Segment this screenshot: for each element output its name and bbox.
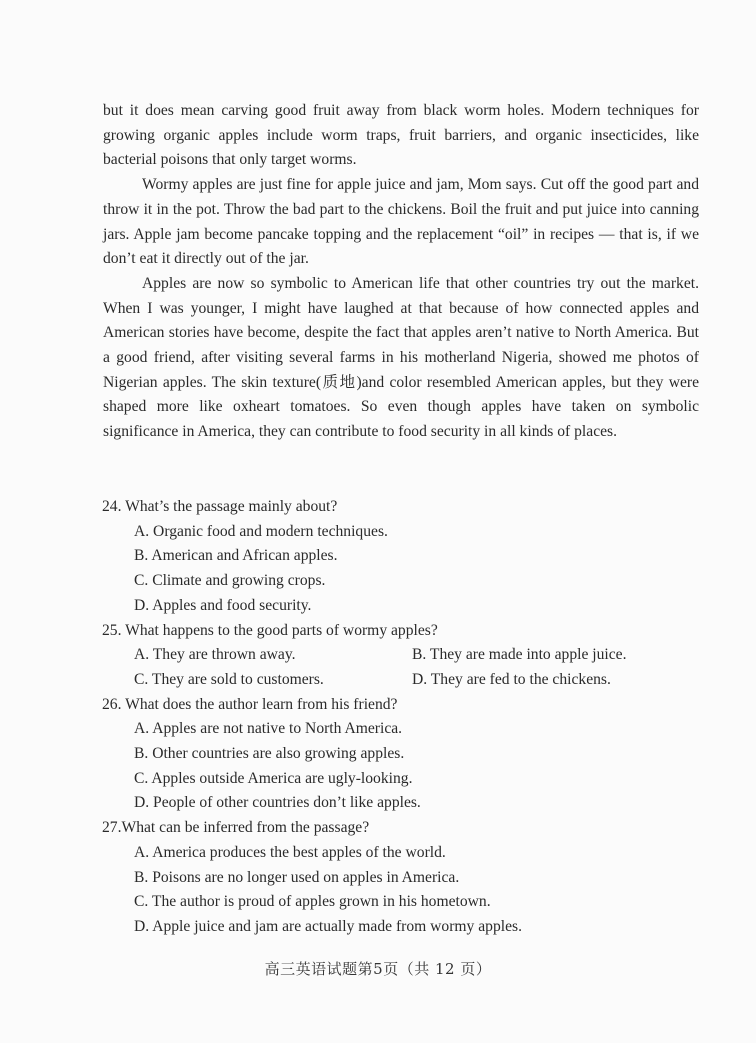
- option-c: C. Apples outside America are ugly-looking.: [134, 769, 413, 787]
- option-c: C. Climate and growing crops.: [134, 572, 326, 590]
- passage-paragraph: Wormy apples are just fine for apple juice and jam, Mom says. Cut off the good part and throw it in the pot. Throw the bad part to the chickens. Boil the fruit and put juice into canning jars. Apple jam become pancake topping and the replacement “oil” in recipes — that is, if we don’t eat it directly out of the jar.: [103, 176, 699, 268]
- option-c: C. The author is proud of apples grown in his hometown.: [134, 893, 491, 911]
- question-25: [102, 619, 702, 693]
- option-d: D. People of other countries don’t like apples.: [134, 794, 421, 812]
- option-row: [134, 668, 702, 693]
- option-d: D. Apple juice and jam are actually made from wormy apples.: [134, 917, 522, 935]
- option-c: C. They are sold to customers.: [134, 670, 324, 688]
- option-row: [134, 643, 702, 668]
- option-a: A. America produces the best apples of the world.: [134, 843, 446, 861]
- question-stem: 27.What can be inferred from the passage?: [102, 819, 370, 837]
- question-list: [102, 495, 702, 940]
- passage-paragraph: Apples are now so symbolic to American life that other countries try out the market. When I was younger, I might have laughed at that because of how connected apples and American stories have become, despite the fact that apples aren’t native to North America. But a good friend, after visiting several farms in his motherland Nigeria, showed me photos of Nigerian apples. The skin texture(质地)and color resembled American apples, but they were shaped more like oxheart tomatoes. So even though apples have taken on symbolic significance in America, they can contribute to food security in all kinds of places.: [103, 274, 699, 441]
- reading-passage: [103, 99, 699, 445]
- option-d: D. They are fed to the chickens.: [412, 670, 611, 688]
- question-stem: 25. What happens to the good parts of wormy apples?: [102, 621, 438, 639]
- option-b: B. Other countries are also growing apples.: [134, 745, 405, 763]
- page-footer: 高三英语试题第5页（共 12 页）: [264, 960, 492, 978]
- question-27: [102, 816, 702, 940]
- question-stem: 24. What’s the passage mainly about?: [102, 498, 338, 515]
- question-stem: 26. What does the author learn from his friend?: [102, 695, 398, 713]
- option-b: B. They are made into apple juice.: [412, 646, 627, 664]
- passage-paragraph: but it does mean carving good fruit away from black worm holes. Modern techniques for growing organic apples include worm traps, fruit barriers, and organic insecticides, like bacterial poisons that only target worms.: [103, 102, 699, 169]
- option-a: A. Organic food and modern techniques.: [134, 522, 388, 540]
- option-b: B. Poisons are no longer used on apples in America.: [134, 868, 460, 886]
- question-24: [102, 495, 702, 619]
- option-a: A. They are thrown away.: [134, 646, 296, 664]
- option-d: D. Apples and food security.: [134, 596, 312, 614]
- option-b: B. American and African apples.: [134, 547, 338, 565]
- option-a: A. Apples are not native to North America.: [134, 720, 403, 738]
- question-26: [102, 693, 702, 817]
